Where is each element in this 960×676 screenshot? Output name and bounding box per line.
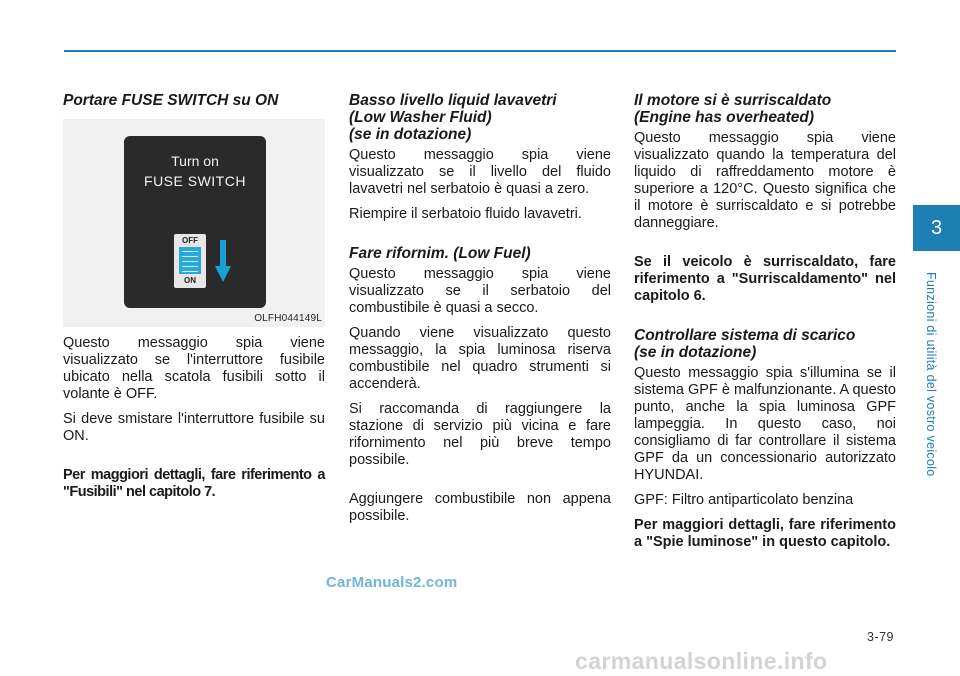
chapter-title xyxy=(921,256,941,492)
overheat-text-1: Questo messaggio spia viene visualizzato quando la temperatura del liquido di raffreddamento motore è superiore a 120°C. Questo significa che il motore è surriscaldato e si potrebbe danneggiare. xyxy=(634,130,896,231)
fuse-switch-figure xyxy=(63,119,325,327)
washer-fluid-text-2: Riempire il serbatoio fluido lavavetri. xyxy=(349,206,582,222)
display-line-2: FUSE SWITCH xyxy=(144,173,246,189)
watermark-footer: carmanualsonline.info xyxy=(575,648,828,674)
washer-heading-line-1: Basso livello liquid lavavetri xyxy=(349,92,557,109)
fuse-switch-heading: Portare FUSE SWITCH su ON xyxy=(63,92,279,109)
washer-heading-line-3: (se in dotazione) xyxy=(349,126,472,143)
figure-caption: OLFH044149L xyxy=(254,313,322,324)
washer-fluid-text-1: Questo messaggio spia viene visualizzato se il livello del fluido lavavetri nel serbatoio è quasi a zero. xyxy=(349,147,611,197)
exhaust-text-1: Questo messaggio spia s'illumina se il sistema GPF è malfunzionante. A questo punto, anche la spia luminosa GPF lampeggia. In questo caso, noi consigliamo di far controllare il sistema GPF da un concessionario autorizzato HYUNDAI. xyxy=(634,365,896,483)
column-1 xyxy=(63,92,325,509)
cluster-display xyxy=(124,136,266,308)
arrow-down-icon xyxy=(215,240,231,282)
fuse-switch-icon xyxy=(174,234,206,288)
low-fuel-text-4: Aggiungere combustibile non appena possibile. xyxy=(349,491,611,524)
column-3 xyxy=(634,92,896,559)
washer-heading-line-2: (Low Washer Fluid) xyxy=(349,109,492,126)
fuse-switch-reference: Per maggiori dettagli, fare riferimento a "Fusibili" nel capitolo 7. xyxy=(63,467,325,500)
washer-fluid-heading xyxy=(349,92,611,143)
page-number: 3-79 xyxy=(866,630,894,644)
overheat-heading-line-1: Il motore si è surriscaldato xyxy=(634,92,832,109)
exhaust-heading-line-1: Controllare sistema di scarico xyxy=(634,327,856,344)
exhaust-heading xyxy=(634,327,896,361)
overheat-heading-line-2: (Engine has overheated) xyxy=(634,109,815,126)
switch-off-label: OFF xyxy=(182,236,198,245)
low-fuel-text-2: Quando viene visualizzato questo messaggio, la spia luminosa riserva combustibile nel quadro strumenti si accenderà. xyxy=(349,325,611,392)
chapter-title-text: Funzioni di utilità del vostro veicolo xyxy=(924,271,938,477)
low-fuel-text-3: Si raccomanda di raggiungere la stazione di servizio più vicina e fare rifornimento nel più breve tempo possibile. xyxy=(349,401,611,468)
chapter-tab: 3 xyxy=(913,205,960,251)
fuse-switch-text-1: Questo messaggio spia viene visualizzato se l'interruttore fusibile ubicato nella scatola fusibili sotto il volante è OFF. xyxy=(63,335,325,402)
watermark-link[interactable]: CarManuals2.com xyxy=(326,574,458,591)
switch-on-label: ON xyxy=(184,276,196,285)
switch-slot xyxy=(179,247,201,274)
column-2 xyxy=(349,92,611,533)
overheat-heading xyxy=(634,92,896,126)
display-line-1: Turn on xyxy=(171,153,219,169)
fuse-switch-text-2: Si deve smistare l'interruttore fusibile su ON. xyxy=(63,411,325,444)
exhaust-text-2: GPF: Filtro antiparticolato benzina xyxy=(634,492,854,508)
header-rule xyxy=(64,50,896,52)
exhaust-heading-line-2: (se in dotazione) xyxy=(634,344,757,361)
overheat-reference: Se il veicolo è surriscaldato, fare riferimento a "Surriscaldamento" nel capitolo 6. xyxy=(634,254,896,304)
exhaust-reference: Per maggiori dettagli, fare riferimento a "Spie luminose" in questo capitolo. xyxy=(634,517,896,550)
low-fuel-text-1: Questo messaggio spia viene visualizzato se il serbatoio del combustibile è quasi a secco. xyxy=(349,266,611,316)
low-fuel-heading: Fare rifornim. (Low Fuel) xyxy=(349,245,531,262)
